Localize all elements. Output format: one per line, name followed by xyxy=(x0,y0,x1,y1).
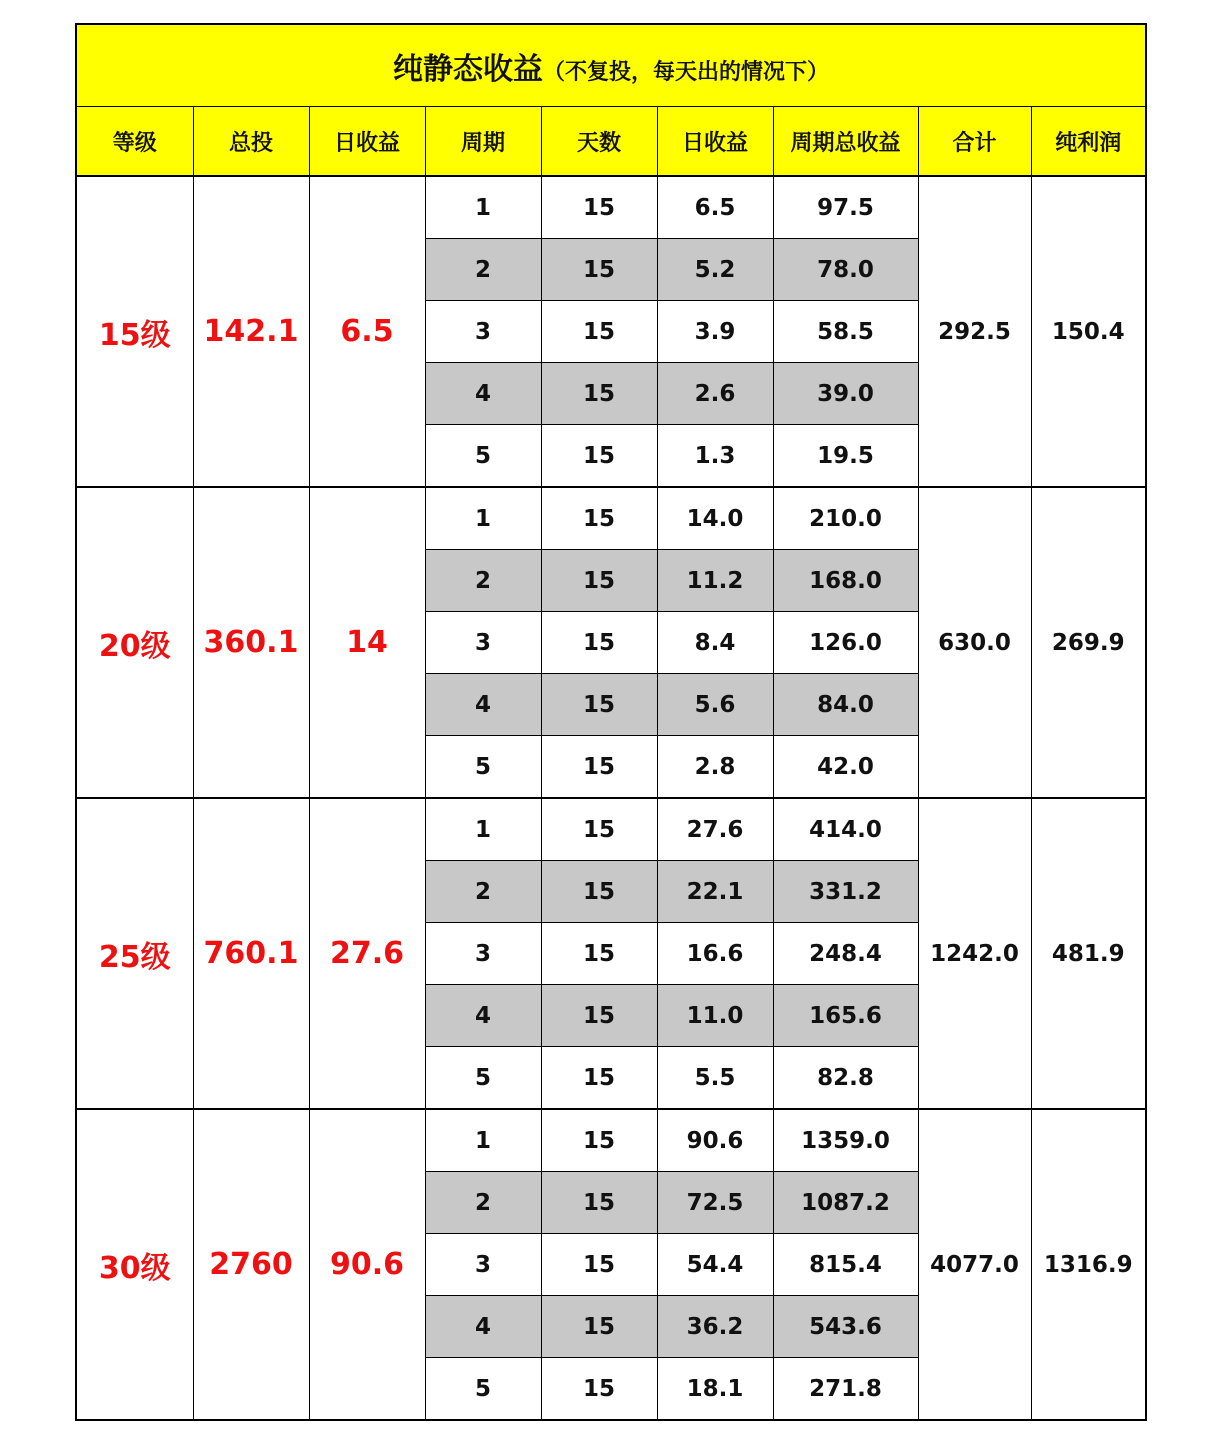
period-daily-cell: 14.0 xyxy=(657,487,773,550)
days-cell: 15 xyxy=(541,674,657,736)
days-cell: 15 xyxy=(541,425,657,488)
daily-income-cell: 14 xyxy=(309,487,425,798)
period-daily-cell: 90.6 xyxy=(657,1109,773,1172)
period-cell: 5 xyxy=(425,1358,541,1421)
days-cell: 15 xyxy=(541,1109,657,1172)
days-cell: 15 xyxy=(541,1358,657,1421)
days-cell: 15 xyxy=(541,176,657,239)
level-cell: 20级 xyxy=(76,487,193,798)
period-cell: 5 xyxy=(425,425,541,488)
header-level: 等级 xyxy=(76,107,193,177)
table-title xyxy=(76,24,1146,107)
period-cell: 2 xyxy=(425,550,541,612)
period-daily-cell: 3.9 xyxy=(657,301,773,363)
total-investment-cell: 360.1 xyxy=(193,487,309,798)
period-cell: 1 xyxy=(425,798,541,861)
days-cell: 15 xyxy=(541,1172,657,1234)
period-total-cell: 1087.2 xyxy=(773,1172,918,1234)
days-cell: 15 xyxy=(541,1047,657,1110)
header-total-investment: 总投 xyxy=(193,107,309,177)
period-cell: 1 xyxy=(425,487,541,550)
period-daily-cell: 11.2 xyxy=(657,550,773,612)
period-total-cell: 168.0 xyxy=(773,550,918,612)
daily-income-cell: 6.5 xyxy=(309,176,425,487)
period-total-cell: 82.8 xyxy=(773,1047,918,1110)
table-row xyxy=(76,487,1146,550)
period-total-cell: 58.5 xyxy=(773,301,918,363)
net-profit-cell: 269.9 xyxy=(1031,487,1146,798)
period-total-cell: 39.0 xyxy=(773,363,918,425)
days-cell: 15 xyxy=(541,239,657,301)
table-row xyxy=(76,176,1146,239)
income-table xyxy=(75,23,1147,1421)
period-daily-cell: 6.5 xyxy=(657,176,773,239)
group-total-cell: 292.5 xyxy=(918,176,1031,487)
period-daily-cell: 22.1 xyxy=(657,861,773,923)
total-investment-cell: 142.1 xyxy=(193,176,309,487)
period-cell: 4 xyxy=(425,985,541,1047)
title-main: 纯静态收益 xyxy=(393,51,544,87)
period-total-cell: 84.0 xyxy=(773,674,918,736)
title-row xyxy=(76,24,1146,107)
daily-income-cell: 90.6 xyxy=(309,1109,425,1420)
period-total-cell: 210.0 xyxy=(773,487,918,550)
header-period: 周期 xyxy=(425,107,541,177)
period-cell: 1 xyxy=(425,1109,541,1172)
header-total: 合计 xyxy=(918,107,1031,177)
days-cell: 15 xyxy=(541,363,657,425)
group-total-cell: 630.0 xyxy=(918,487,1031,798)
header-daily-income: 日收益 xyxy=(309,107,425,177)
period-cell: 3 xyxy=(425,301,541,363)
days-cell: 15 xyxy=(541,985,657,1047)
period-daily-cell: 16.6 xyxy=(657,923,773,985)
header-row xyxy=(76,107,1146,177)
days-cell: 15 xyxy=(541,612,657,674)
period-cell: 3 xyxy=(425,1234,541,1296)
header-period-daily-income: 日收益 xyxy=(657,107,773,177)
period-cell: 4 xyxy=(425,674,541,736)
level-cell: 15级 xyxy=(76,176,193,487)
period-daily-cell: 27.6 xyxy=(657,798,773,861)
period-cell: 4 xyxy=(425,1296,541,1358)
period-daily-cell: 5.2 xyxy=(657,239,773,301)
period-cell: 5 xyxy=(425,736,541,799)
period-cell: 3 xyxy=(425,612,541,674)
net-profit-cell: 481.9 xyxy=(1031,798,1146,1109)
days-cell: 15 xyxy=(541,487,657,550)
total-investment-cell: 760.1 xyxy=(193,798,309,1109)
period-daily-cell: 5.6 xyxy=(657,674,773,736)
net-profit-cell: 1316.9 xyxy=(1031,1109,1146,1420)
period-total-cell: 42.0 xyxy=(773,736,918,799)
level-cell: 30级 xyxy=(76,1109,193,1420)
period-daily-cell: 1.3 xyxy=(657,425,773,488)
period-total-cell: 248.4 xyxy=(773,923,918,985)
period-daily-cell: 18.1 xyxy=(657,1358,773,1421)
period-cell: 4 xyxy=(425,363,541,425)
group-total-cell: 1242.0 xyxy=(918,798,1031,1109)
period-total-cell: 97.5 xyxy=(773,176,918,239)
period-total-cell: 1359.0 xyxy=(773,1109,918,1172)
period-total-cell: 414.0 xyxy=(773,798,918,861)
period-cell: 2 xyxy=(425,861,541,923)
period-cell: 1 xyxy=(425,176,541,239)
days-cell: 15 xyxy=(541,550,657,612)
period-total-cell: 271.8 xyxy=(773,1358,918,1421)
period-total-cell: 543.6 xyxy=(773,1296,918,1358)
period-daily-cell: 11.0 xyxy=(657,985,773,1047)
title-sub: （不复投，每天出的情况下） xyxy=(543,59,830,85)
period-cell: 2 xyxy=(425,1172,541,1234)
period-daily-cell: 54.4 xyxy=(657,1234,773,1296)
days-cell: 15 xyxy=(541,1234,657,1296)
header-period-total-income: 周期总收益 xyxy=(773,107,918,177)
days-cell: 15 xyxy=(541,861,657,923)
table-row xyxy=(76,798,1146,861)
days-cell: 15 xyxy=(541,798,657,861)
period-daily-cell: 8.4 xyxy=(657,612,773,674)
period-daily-cell: 2.8 xyxy=(657,736,773,799)
period-cell: 2 xyxy=(425,239,541,301)
period-total-cell: 78.0 xyxy=(773,239,918,301)
period-daily-cell: 72.5 xyxy=(657,1172,773,1234)
days-cell: 15 xyxy=(541,1296,657,1358)
period-total-cell: 126.0 xyxy=(773,612,918,674)
level-cell: 25级 xyxy=(76,798,193,1109)
days-cell: 15 xyxy=(541,923,657,985)
days-cell: 15 xyxy=(541,736,657,799)
header-days: 天数 xyxy=(541,107,657,177)
period-daily-cell: 5.5 xyxy=(657,1047,773,1110)
net-profit-cell: 150.4 xyxy=(1031,176,1146,487)
period-cell: 3 xyxy=(425,923,541,985)
period-daily-cell: 36.2 xyxy=(657,1296,773,1358)
table-row xyxy=(76,1109,1146,1172)
daily-income-cell: 27.6 xyxy=(309,798,425,1109)
period-total-cell: 815.4 xyxy=(773,1234,918,1296)
period-daily-cell: 2.6 xyxy=(657,363,773,425)
header-net-profit: 纯利润 xyxy=(1031,107,1146,177)
period-cell: 5 xyxy=(425,1047,541,1110)
period-total-cell: 165.6 xyxy=(773,985,918,1047)
period-total-cell: 19.5 xyxy=(773,425,918,488)
total-investment-cell: 2760 xyxy=(193,1109,309,1420)
period-total-cell: 331.2 xyxy=(773,861,918,923)
days-cell: 15 xyxy=(541,301,657,363)
group-total-cell: 4077.0 xyxy=(918,1109,1031,1420)
